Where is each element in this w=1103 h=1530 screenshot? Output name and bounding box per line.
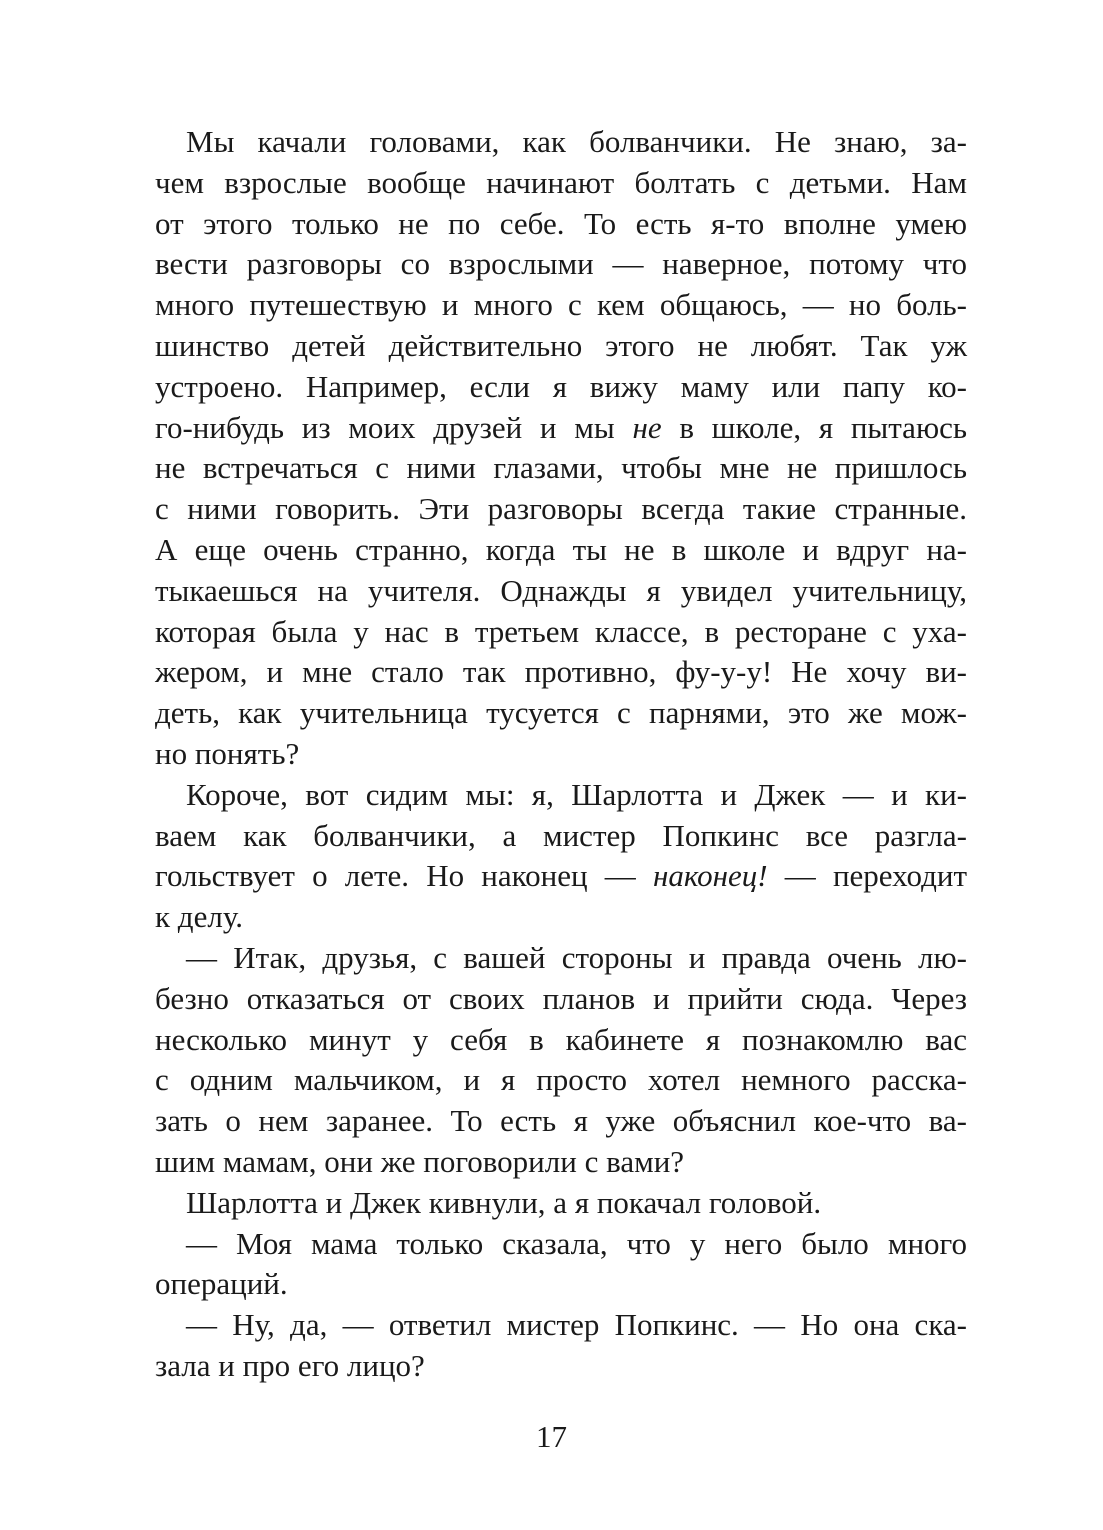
text-line: безно отказаться от своих планов и прийти сюда. Через [155,980,967,1016]
text-line: шим мамам, они же поговорили с вами? [155,1143,685,1179]
emphasized-word: не [632,409,662,445]
emphasized-word: наконец! [652,858,768,894]
text-line: Шарлотта и Джек кивнули, а я покачал головой. [186,1184,822,1220]
text-line: Короче, вот сидим мы: я, Шарлотта и Джек — и ки- [186,776,967,812]
text-line: к делу. [155,899,243,935]
text-line: вести разговоры со взрослыми — наверное, потому что [155,246,967,282]
text-line: деть, как учительница тусуется с парнями, это же мож- [155,695,967,731]
text-line: с одним мальчиком, и я просто хотел немного расска- [155,1062,967,1098]
text-line: которая была у нас в третьем классе, в ресторане с уха- [155,613,967,649]
text-line: много путешествую и много с кем общаюсь, — но боль- [155,287,967,323]
text-line: устроено. Например, если я вижу маму или папу ко- [155,368,967,404]
text-line: несколько минут у себя в кабинете я познакомлю вас [155,1021,967,1057]
text-line: жером, и мне стало так противно, фу-у-у! Не хочу ви- [155,654,967,690]
text-line-emphasis-ne: го-нибудь из моих друзей и мы не в школе, я пытаюсь [155,409,967,445]
text-line: зать о нем заранее. То есть я уже объяснил кое-что ва- [155,1103,967,1139]
text-line: — Итак, друзья, с вашей стороны и правда очень лю- [186,939,967,975]
text-line: — Моя мама только сказала, что у него было много [186,1225,967,1261]
text-line: Мы качали головами, как болванчики. Не знаю, за- [186,124,967,159]
text-line: чем взрослые вообще начинают болтать с детьми. Нам [155,164,967,200]
page-number: 17 [536,1419,567,1454]
text-line: А еще очень странно, когда ты не в школе и вдруг на- [155,531,967,567]
text-line: тыкаешься на учителя. Однажды я увидел учительницу, [155,572,967,608]
text-line: шинство детей действительно этого не любят. Так уж [155,327,967,363]
page-text [155,122,967,1387]
text-line: от этого только не по себе. То есть я-то вполне умею [155,205,967,241]
text-line: с ними говорить. Эти разговоры всегда такие странные. [155,491,967,527]
text-line: зала и про его лицо? [155,1347,425,1383]
text-line: операций. [155,1266,288,1302]
text-line-emphasis-nakonets: гольствует о лете. Но наконец — наконец! — переходит [155,858,967,894]
text-line: — Ну, да, — ответил мистер Попкинс. — Но она ска- [186,1307,967,1343]
text-line: не встречаться с ними глазами, чтобы мне не пришлось [155,450,967,486]
text-line: ваем как болванчики, а мистер Попкинс все разгла- [155,817,967,853]
text-line: но понять? [155,735,300,771]
